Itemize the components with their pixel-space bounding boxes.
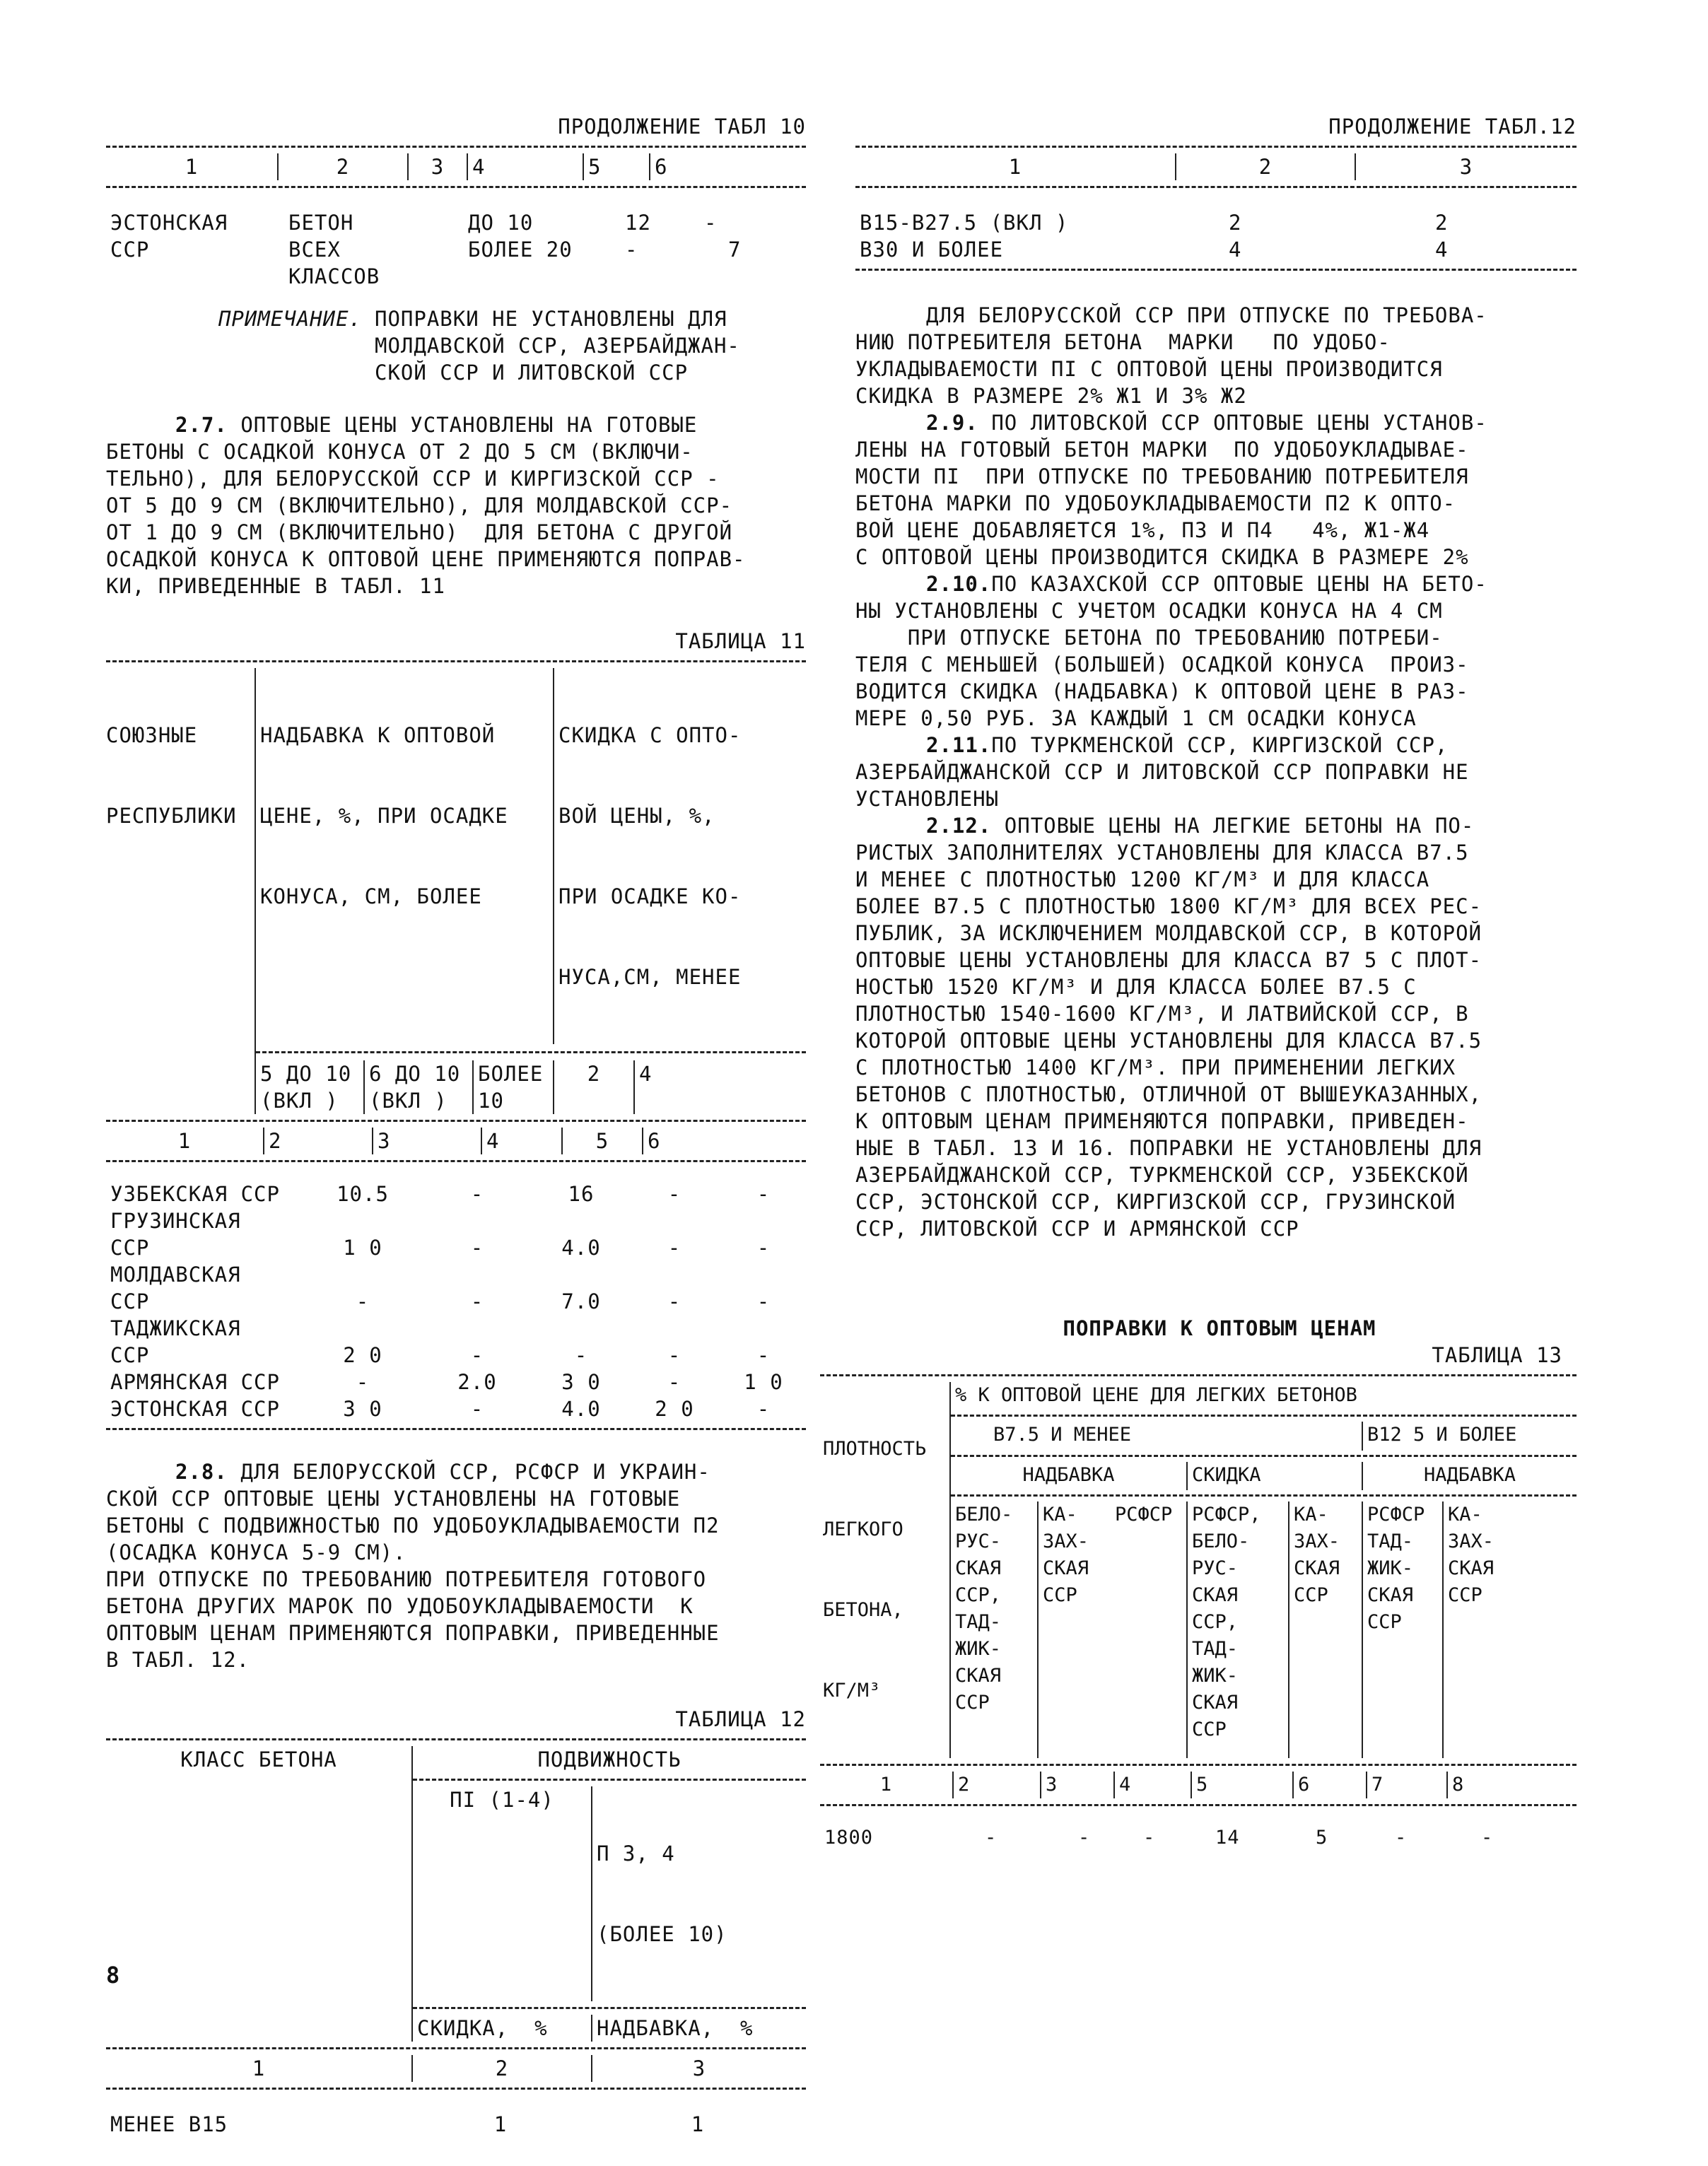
- table-11: [106, 628, 806, 1430]
- cell: -: [667, 1343, 682, 1367]
- para-line: ССР, ЛИТОВСКОЙ ССР И АРМЯНСКОЙ ССР: [855, 1217, 1299, 1241]
- para-line: ВОДИТСЯ СКИДКА (НАДБАВКА) К ОПТОВОЙ ЦЕНЕ В РАЗ-: [855, 679, 1469, 703]
- header-cell: КА- ЗАХ- СКАЯ ССР: [1289, 1501, 1362, 1758]
- cell: 1 0: [343, 1236, 382, 1260]
- cell: [628, 1261, 721, 1288]
- table13-caption: ТАБЛИЦА 13: [1432, 1343, 1562, 1367]
- header-cell: ПI (1-4): [412, 1786, 592, 2001]
- cell: -: [574, 1343, 588, 1367]
- header-cell: 2: [554, 1060, 634, 1114]
- table12-numbers: [106, 2055, 806, 2082]
- header-cell: [820, 1382, 950, 1758]
- rule: [855, 146, 1577, 148]
- cell: -: [985, 1827, 998, 1849]
- header-text: НАДБАВКА К ОПТОВОЙ: [260, 723, 496, 747]
- header-text: КГ/М³: [823, 1680, 881, 1702]
- header-cell: РСФСР: [1115, 1503, 1173, 1526]
- cell: ВСЕХ: [288, 238, 341, 262]
- header-text: НУСА,СМ, МЕНЕЕ: [558, 965, 742, 989]
- table13-body: [820, 1825, 1577, 1851]
- col-head: 5: [583, 153, 650, 180]
- cell: -: [756, 1182, 771, 1206]
- rule: [855, 186, 1577, 188]
- cell: ЭСТОНСКАЯ ССР: [110, 1397, 280, 1421]
- para-line: НИЮ ПОТРЕБИТЕЛЯ БЕТОНА МАРКИ ПО УДОБО-: [855, 330, 1391, 354]
- cell: [534, 1315, 628, 1342]
- table11-caption: ТАБЛИЦА 11: [675, 629, 806, 653]
- cell: [464, 263, 621, 290]
- para-line: УСТАНОВЛЕНЫ: [855, 787, 1000, 811]
- para-line: МОСТИ ПI ПРИ ОТПУСКЕ ПО ТРЕБОВАНИЮ ПОТРЕБИТЕЛЯ: [855, 464, 1469, 488]
- header-text: СОЮЗНЫЕ: [106, 723, 198, 747]
- cell: УЗБЕКСКАЯ ССР: [110, 1182, 280, 1206]
- col-head: 5: [1191, 1772, 1293, 1798]
- header-text: ПЛОТНОСТЬ: [823, 1438, 927, 1460]
- right-column: [855, 113, 1577, 1242]
- table-row: [106, 1261, 806, 1288]
- header-cell: [554, 668, 806, 1044]
- col-head: 4: [467, 153, 583, 180]
- col-head: 2: [412, 2055, 592, 2082]
- header-cell: РСФСР ТАД- ЖИК- СКАЯ ССР: [1362, 1501, 1443, 1758]
- col-head: 3: [373, 1128, 481, 1154]
- table13-header: [820, 1382, 1577, 1758]
- rule: [106, 186, 806, 188]
- cell: [305, 1207, 420, 1234]
- para-line: ССР, ЭСТОНСКОЙ ССР, КИРГИЗСКОЙ ССР, ГРУЗИНСКОЙ: [855, 1190, 1456, 1214]
- table-row: [106, 1181, 806, 1207]
- header-cell: [106, 668, 255, 1114]
- table10-continuation: [106, 113, 806, 290]
- table-row: [855, 236, 1577, 263]
- para-line: С ПЛОТНОСТЬЮ 1400 КГ/М³. ПРИ ПРИМЕНЕНИИ ЛЕГКИХ: [855, 1055, 1456, 1079]
- cell: -: [667, 1370, 682, 1394]
- note-line: СКОЙ ССР И ЛИТОВСКОЙ ССР: [375, 361, 689, 385]
- para-line: МЕРЕ 0,50 РУБ. ЗА КАЖДЫЙ 1 СМ ОСАДКИ КОНУСА: [855, 706, 1417, 730]
- table10-head: [106, 153, 806, 180]
- para-line: ТЕЛЬНО), ДЛЯ БЕЛОРУССКОЙ ССР И КИРГИЗСКОЙ ССР -: [106, 467, 720, 491]
- para-number: 2.10.: [926, 572, 992, 596]
- header-cell: % К ОПТОВОЙ ЦЕНЕ ДЛЯ ЛЕГКИХ БЕТОНОВ: [950, 1382, 1577, 1410]
- left-column: [106, 113, 806, 2138]
- para-line: ПЛОТНОСТЬЮ 1540-1600 КГ/М³, И ЛАТВИЙСКОЙ ССР, В: [855, 1002, 1469, 1026]
- header-cell: НАДБАВКА, %: [592, 2015, 806, 2042]
- para-line: БЕТОНА ДРУГИХ МАРОК ПО УДОБОУКЛАДЫВАЕМОСТИ К: [106, 1594, 694, 1618]
- cell: [621, 263, 700, 290]
- cell: -: [625, 238, 638, 262]
- rule: [106, 1120, 806, 1122]
- cell: [420, 1261, 534, 1288]
- cell: -: [756, 1289, 771, 1313]
- cell: ЭСТОНСКАЯ: [110, 211, 228, 235]
- col-head: 3: [592, 2055, 806, 2082]
- para-line: ПУБЛИК, ЗА ИСКЛЮЧЕНИЕМ МОЛДАВСКОЙ ССР, В КОТОРОЙ: [855, 921, 1482, 945]
- para-line: БЕТОНЫ С ПОДВИЖНОСТЬЮ ПО УДОБОУКЛАДЫВАЕМОСТИ П2: [106, 1514, 720, 1538]
- para-line: НЫЕ В ТАБЛ. 13 И 16. ПОПРАВКИ НЕ УСТАНОВЛЕНЫ ДЛЯ: [855, 1136, 1482, 1160]
- header-cell: КА- ЗАХ- СКАЯ ССР: [1038, 1501, 1111, 1758]
- table-row: [106, 1207, 806, 1234]
- cell: -: [470, 1236, 484, 1260]
- cell: [534, 1261, 628, 1288]
- cell: -: [667, 1236, 682, 1260]
- header-cell: 4: [634, 1060, 806, 1114]
- table-row: [820, 1825, 1577, 1851]
- col-head: 3: [1041, 1772, 1114, 1798]
- col-head: 2: [1176, 153, 1355, 180]
- header-text: ЛЕГКОГО: [823, 1518, 903, 1540]
- rule: [820, 1804, 1577, 1806]
- col-head: 4: [1114, 1772, 1191, 1798]
- para-line: АЗЕРБАЙДЖАНСКОЙ ССР, ТУРКМЕНСКОЙ ССР, УЗБЕКСКОЙ: [855, 1163, 1469, 1187]
- rule: [820, 1764, 1577, 1766]
- cell: -: [1395, 1827, 1408, 1849]
- para-number: 2.11.: [926, 733, 992, 757]
- para-line: РИСТЫХ ЗАПОЛНИТЕЛЯХ УСТАНОВЛЕНЫ ДЛЯ КЛАССА В7.5: [855, 841, 1469, 865]
- cell: -: [356, 1289, 370, 1313]
- rule: [413, 1779, 806, 1781]
- rule: [413, 2007, 806, 2009]
- col-head: 1: [879, 1774, 893, 1796]
- para-line: КОТОРОЙ ОПТОВЫЕ ЦЕНЫ УСТАНОВЛЕНЫ ДЛЯ КЛАССА В7.5: [855, 1029, 1482, 1053]
- cell: 4.0: [561, 1397, 601, 1421]
- note-line: МОЛДАВСКОЙ ССР, АЗЕРБАЙДЖАН-: [375, 334, 740, 358]
- header-text: СКИДКА С ОПТО-: [558, 723, 742, 747]
- rule: [106, 1160, 806, 1162]
- cell: ССР: [110, 238, 150, 262]
- page-number: 8: [106, 1962, 120, 1989]
- col-head: 2: [264, 1128, 373, 1154]
- cell: ГРУЗИНСКАЯ: [110, 1209, 241, 1233]
- col-head: 1: [185, 155, 199, 179]
- col-head: 1: [252, 2056, 266, 2080]
- table12-body: [106, 2111, 806, 2138]
- cell: 3 0: [561, 1370, 601, 1394]
- para-line: С ОПТОВОЙ ЦЕНЫ ПРОИЗВОДИТСЯ СКИДКА В РАЗМЕРЕ 2%: [855, 545, 1469, 569]
- paragraph-2-8: [106, 1458, 806, 1673]
- table13-title: ПОПРАВКИ К ОПТОВЫМ ЦЕНАМ: [1063, 1316, 1376, 1340]
- cell: БОЛЕЕ 20: [468, 238, 573, 262]
- cell: 2: [1229, 211, 1242, 235]
- para-line: НОСТЬЮ 1520 КГ/М³ И ДЛЯ КЛАССА БОЛЕЕ В7.5 С: [855, 975, 1417, 999]
- para-line: ОСАДКОЙ КОНУСА К ОПТОВОЙ ЦЕНЕ ПРИМЕНЯЮТСЯ ПОПРАВ-: [106, 547, 746, 571]
- rule: [106, 1428, 806, 1430]
- cell: 7.0: [561, 1289, 601, 1313]
- table10-body: [106, 209, 806, 290]
- cell: [700, 263, 806, 290]
- cell: [106, 263, 284, 290]
- rule: [106, 660, 806, 662]
- cell: АРМЯНСКАЯ ССР: [110, 1370, 280, 1394]
- rule: [951, 1455, 1577, 1457]
- cell: -: [470, 1343, 484, 1367]
- header-text: ВОЙ ЦЕНЫ, %,: [558, 804, 715, 828]
- table12c-head: [855, 153, 1577, 180]
- table-row: [106, 2111, 806, 2138]
- cell: ДО 10: [468, 211, 534, 235]
- cell: В15-В27.5 (ВКЛ ): [860, 211, 1069, 235]
- cell: [721, 1315, 806, 1342]
- cell: -: [1481, 1827, 1494, 1849]
- cell: -: [1143, 1827, 1156, 1849]
- cell: 1: [493, 2112, 508, 2136]
- cell: -: [756, 1236, 771, 1260]
- header-cell: [255, 668, 554, 1044]
- rule: [106, 2088, 806, 2090]
- cell: [305, 1315, 420, 1342]
- table-row: [106, 1369, 806, 1395]
- para-line: КИ, ПРИВЕДЕННЫЕ В ТАБЛ. 11: [106, 574, 445, 598]
- header-cell: НАДБАВКА: [1362, 1462, 1577, 1490]
- cell: [455, 236, 464, 263]
- cell: 5: [1316, 1827, 1328, 1849]
- header-cell: 6 ДО 10 (ВКЛ ): [364, 1060, 473, 1114]
- cell: ССР: [110, 1289, 150, 1313]
- cell: 7: [728, 238, 742, 262]
- col-head: 2: [278, 153, 408, 180]
- rule: [951, 1415, 1577, 1417]
- cell: 4: [1229, 238, 1242, 262]
- para-line: ЛЕНЫ НА ГОТОВЫЙ БЕТОН МАРКИ ПО УДОБОУКЛАДЫВАЕ-: [855, 438, 1469, 462]
- header-cell: 5 ДО 10 (ВКЛ ): [255, 1060, 364, 1114]
- header-text: ПРИ ОСАДКЕ КО-: [558, 884, 742, 908]
- col-head: 7: [1367, 1772, 1447, 1798]
- para-line: БЕТОНЫ С ОСАДКОЙ КОНУСА ОТ 2 ДО 5 СМ (ВКЛЮЧИ-: [106, 440, 694, 464]
- cell: -: [704, 211, 718, 235]
- cell: 4: [1435, 238, 1449, 262]
- table-row: [106, 236, 806, 263]
- note-label: ПРИМЕЧАНИЕ.: [218, 307, 362, 331]
- para-line: ОТ 5 ДО 9 СМ (ВКЛЮЧИТЕЛЬНО), ДЛЯ МОЛДАВСКОЙ ССР-: [106, 493, 733, 517]
- cell: ТАДЖИКСКАЯ: [110, 1316, 241, 1340]
- table11-body: [106, 1181, 806, 1422]
- cell: [721, 1207, 806, 1234]
- para-line: ПО КАЗАХСКОЙ ССР ОПТОВЫЕ ЦЕНЫ НА БЕТО-: [991, 572, 1487, 596]
- para-line: НЫ УСТАНОВЛЕНЫ С УЧЕТОМ ОСАДКИ КОНУСА НА 4 СМ: [855, 599, 1443, 623]
- table-row: [106, 1288, 806, 1315]
- cell: 3 0: [343, 1397, 382, 1421]
- header-cell: КЛАСС БЕТОНА: [180, 1748, 337, 1772]
- header-cell: СКИДКА: [1187, 1462, 1362, 1490]
- para-line: ТЕЛЯ С МЕНЬШЕЙ (БОЛЬШЕЙ) ОСАДКОЙ КОНУСА ПРОИЗ-: [855, 652, 1469, 677]
- rule: [106, 2047, 806, 2049]
- col-head: 3: [1355, 153, 1577, 180]
- para-line: К ОПТОВЫМ ЦЕНАМ ПРИМЕНЯЮТСЯ ПОПРАВКИ, ПРИВЕДЕН-: [855, 1109, 1469, 1133]
- header-cell: В12 5 И БОЛЕЕ: [1362, 1422, 1577, 1450]
- col-head: 5: [562, 1128, 643, 1154]
- cell: БЕТОН: [288, 211, 354, 235]
- header-cell: РСФСР, БЕЛО- РУС- СКАЯ ССР, ТАД- ЖИК- СКАЯ ССР: [1187, 1501, 1289, 1758]
- cell: [305, 1261, 420, 1288]
- para-line: В ТАБЛ. 12.: [106, 1648, 250, 1672]
- para-line: УКЛАДЫВАЕМОСТИ ПI С ОПТОВОЙ ЦЕНЫ ПРОИЗВОДИТСЯ: [855, 357, 1443, 381]
- cell: [628, 1207, 721, 1234]
- para-line: ПРИ ОТПУСКЕ ПО ТРЕБОВАНИЮ ПОТРЕБИТЕЛЯ ГОТОВОГО: [106, 1567, 707, 1591]
- para-line: ПРИ ОТПУСКЕ БЕТОНА ПО ТРЕБОВАНИЮ ПОТРЕБИ-: [855, 626, 1443, 650]
- para-line: БОЛЕЕ В7.5 С ПЛОТНОСТЬЮ 1800 КГ/М³ ДЛЯ ВСЕХ РЕС-: [855, 894, 1482, 918]
- cell: ССР: [110, 1343, 150, 1367]
- cell: -: [470, 1397, 484, 1421]
- cell: 4.0: [561, 1236, 601, 1260]
- para-number: 2.7.: [175, 413, 228, 437]
- cell: МЕНЕЕ В15: [110, 2112, 228, 2136]
- para-line: ОПТОВЫЕ ЦЕНЫ УСТАНОВЛЕНЫ НА ГОТОВЫЕ: [240, 413, 698, 437]
- cell: 2.0: [457, 1370, 497, 1394]
- cell: [534, 1207, 628, 1234]
- table-row: [106, 1342, 806, 1369]
- cell: -: [756, 1343, 771, 1367]
- header-cell: КА- ЗАХ- СКАЯ ССР: [1443, 1501, 1577, 1758]
- table12-header: [106, 1746, 806, 2042]
- table-row: [106, 1234, 806, 1261]
- table12c-caption: ПРОДОЛЖЕНИЕ ТАБЛ.12: [1328, 115, 1577, 139]
- table12c-body: [855, 209, 1577, 263]
- para-line: ОПТОВЫЕ ЦЕНЫ НА ЛЕГКИЕ БЕТОНЫ НА ПО-: [1004, 814, 1475, 838]
- cell: 1 0: [744, 1370, 783, 1394]
- table13-numbers: [820, 1772, 1577, 1798]
- cell: 2 0: [343, 1343, 382, 1367]
- col-head: 6: [650, 153, 806, 180]
- col-head: 2: [953, 1772, 1041, 1798]
- rule: [951, 1494, 1577, 1497]
- para-line: АЗЕРБАЙДЖАНСКОЙ ССР И ЛИТОВСКОЙ ССР ПОПРАВКИ НЕ: [855, 760, 1469, 784]
- para-line: БЕТОНА МАРКИ ПО УДОБОУКЛАДЫВАЕМОСТИ П2 К ОПТО-: [855, 491, 1456, 515]
- header-text: П 3, 4: [597, 1842, 675, 1866]
- col-head: 6: [643, 1128, 806, 1154]
- cell: ССР: [110, 1236, 150, 1260]
- para-number: 2.9.: [926, 411, 978, 435]
- para-line: ОПТОВЫЕ ЦЕНЫ УСТАНОВЛЕНЫ ДЛЯ КЛАССА В7 5 С ПЛОТ-: [855, 948, 1482, 972]
- table-13: [820, 1315, 1577, 1851]
- table11-numbers: [106, 1128, 806, 1154]
- table11-header: [106, 668, 806, 1114]
- note: [106, 305, 806, 386]
- col-head: 1: [177, 1129, 192, 1153]
- rule: [256, 1051, 806, 1053]
- table12-continuation: [855, 113, 1577, 271]
- cell: -: [470, 1182, 484, 1206]
- header-text: (БОЛЕЕ 10): [597, 1922, 727, 1946]
- table-row: [106, 209, 806, 236]
- cell: 1800: [824, 1827, 874, 1849]
- col-head: 4: [481, 1128, 562, 1154]
- para-line: ВОЙ ЦЕНЕ ДОБАВЛЯЕТСЯ 1%, П3 И П4 4%, Ж1-Ж4: [855, 518, 1430, 542]
- para-line: СКОЙ ССР ОПТОВЫЕ ЦЕНЫ УСТАНОВЛЕНЫ НА ГОТОВЫЕ: [106, 1487, 681, 1511]
- table-row: [106, 1395, 806, 1422]
- right-paragraphs: [855, 302, 1577, 1242]
- cell: 12: [625, 211, 651, 235]
- header-cell: НАДБАВКА: [950, 1462, 1187, 1490]
- table-12: [106, 1706, 806, 2138]
- cell: [455, 209, 464, 236]
- para-line: ДЛЯ БЕЛОРУССКОЙ ССР, РСФСР И УКРАИН-: [240, 1460, 710, 1484]
- col-head: 3: [408, 153, 467, 180]
- header-cell: БЕЛО- РУС- СКАЯ ССР, ТАД- ЖИК- СКАЯ ССР: [950, 1501, 1038, 1758]
- table12-caption: ТАБЛИЦА 12: [675, 1707, 806, 1731]
- col-head: 6: [1293, 1772, 1367, 1798]
- cell: [420, 1207, 534, 1234]
- header-text: КОНУСА, СМ, БОЛЕЕ: [260, 884, 482, 908]
- rule: [820, 1374, 1577, 1376]
- header-text: БЕТОНА,: [823, 1599, 903, 1621]
- cell: 2 0: [655, 1397, 694, 1421]
- header-cell: ПОДВИЖНОСТЬ: [412, 1746, 806, 1773]
- table10-caption: ПРОДОЛЖЕНИЕ ТАБЛ 10: [558, 115, 806, 139]
- rule: [106, 1738, 806, 1740]
- cell: КЛАССОВ: [288, 264, 380, 288]
- table-row: [106, 1315, 806, 1342]
- cell: В30 И БОЛЕЕ: [860, 238, 1004, 262]
- header-cell: СКИДКА, %: [412, 2015, 592, 2042]
- cell: -: [756, 1397, 771, 1421]
- para-line: ПО ЛИТОВСКОЙ ССР ОПТОВЫЕ ЦЕНЫ УСТАНОВ-: [991, 411, 1487, 435]
- para-line: ПО ТУРКМЕНСКОЙ ССР, КИРГИЗСКОЙ ССР,: [991, 733, 1449, 757]
- cell: 14: [1215, 1827, 1240, 1849]
- note-line: ПОПРАВКИ НЕ УСТАНОВЛЕНЫ ДЛЯ: [375, 307, 727, 331]
- cell: [721, 1261, 806, 1288]
- para-line: ОТ 1 ДО 9 СМ (ВКЛЮЧИТЕЛЬНО) ДЛЯ БЕТОНА С ДРУГОЙ: [106, 520, 733, 544]
- table-row: [106, 263, 806, 290]
- para-line: (ОСАДКА КОНУСА 5-9 СМ).: [106, 1540, 406, 1564]
- col-head: 1: [1008, 155, 1022, 179]
- table-row: [855, 209, 1577, 236]
- para-line: ОПТОВЫМ ЦЕНАМ ПРИМЕНЯЮТСЯ ПОПРАВКИ, ПРИВЕДЕННЫЕ: [106, 1621, 720, 1645]
- paragraph-2-7: [106, 411, 806, 599]
- cell: МОЛДАВСКАЯ: [110, 1263, 241, 1287]
- header-text: РЕСПУБЛИКИ: [106, 804, 237, 828]
- cell: [455, 263, 464, 290]
- para-line: СКИДКА В РАЗМЕРЕ 2% Ж1 И 3% Ж2: [855, 384, 1247, 408]
- cell: -: [667, 1182, 682, 1206]
- cell: -: [356, 1370, 370, 1394]
- cell: [628, 1315, 721, 1342]
- header-cell: [592, 1786, 806, 2001]
- header-cell: В7.5 И МЕНЕЕ: [950, 1422, 1362, 1450]
- para-line: ДЛЯ БЕЛОРУССКОЙ ССР ПРИ ОТПУСКЕ ПО ТРЕБОВА-: [926, 303, 1487, 327]
- header-text: ЦЕНЕ, %, ПРИ ОСАДКЕ: [260, 804, 508, 828]
- para-line: БЕТОНОВ С ПЛОТНОСТЬЮ, ОТЛИЧНОЙ ОТ ВЫШЕУКАЗАННЫХ,: [855, 1082, 1482, 1106]
- cell: 10.5: [337, 1182, 389, 1206]
- cell: [420, 1315, 534, 1342]
- rule: [106, 146, 806, 148]
- para-number: 2.8.: [175, 1460, 228, 1484]
- cell: 1: [691, 2112, 705, 2136]
- cell: 16: [568, 1182, 595, 1206]
- cell: 2: [1435, 211, 1449, 235]
- cell: -: [470, 1289, 484, 1313]
- rule: [855, 269, 1577, 271]
- para-number: 2.12.: [926, 814, 992, 838]
- cell: -: [667, 1289, 682, 1313]
- col-head: 8: [1447, 1772, 1577, 1798]
- cell: -: [1078, 1827, 1091, 1849]
- header-cell: БОЛЕЕ 10: [473, 1060, 554, 1114]
- para-line: И МЕНЕЕ С ПЛОТНОСТЬЮ 1200 КГ/М³ И ДЛЯ КЛАССА: [855, 867, 1430, 891]
